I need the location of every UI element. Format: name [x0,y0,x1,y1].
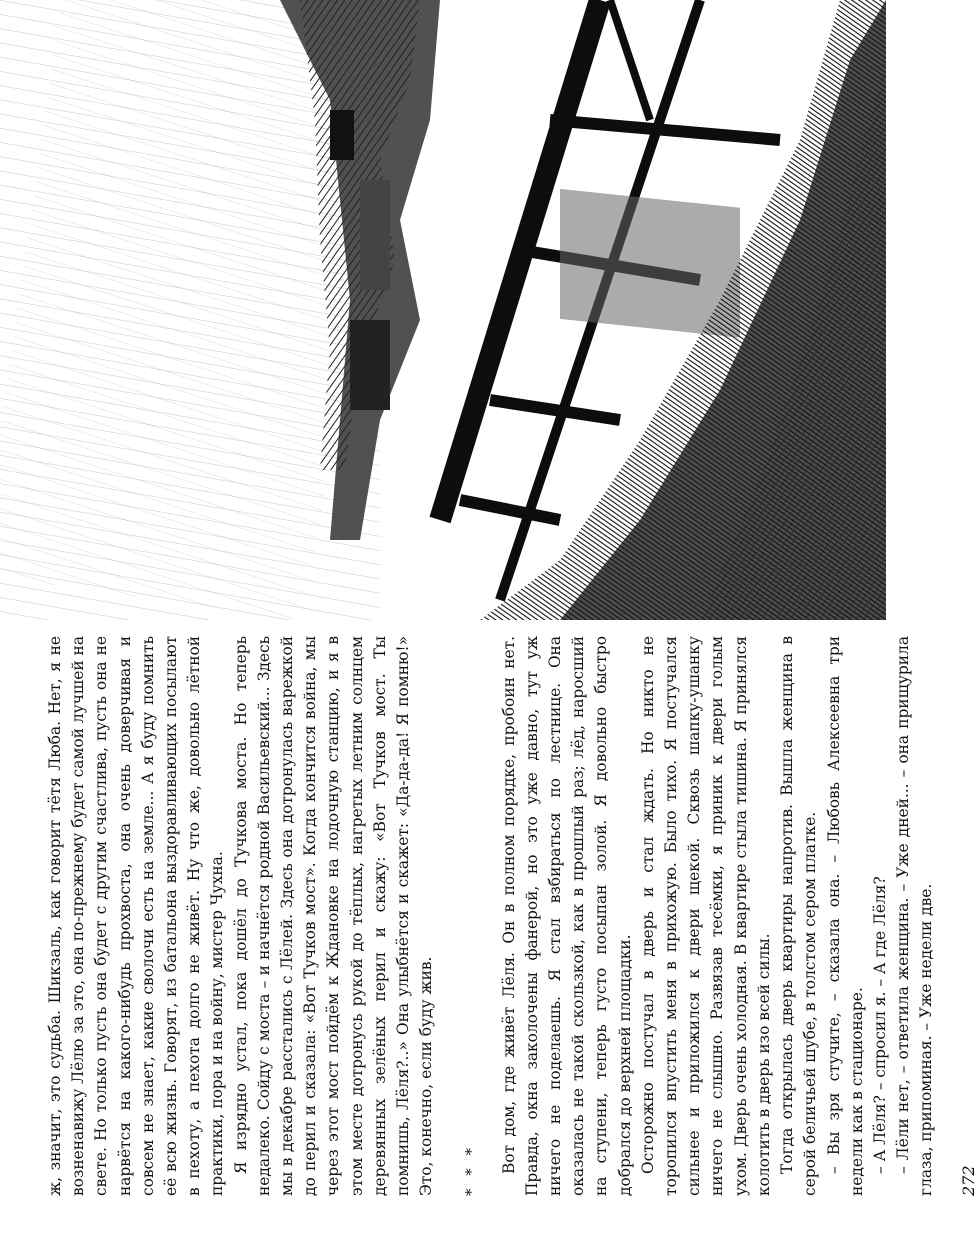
paragraph: – Вы зря стучите, – сказала она. – Любовь Алексеевна три недели как в стационаре. [824,636,866,1196]
bridge-illustration [0,0,886,640]
text-flow [44,636,980,1196]
paragraph: Осторожно постучал в дверь и стал ждать. Но никто не торопился впустить меня в прихожую. Было тихо. Я постучался сильнее и приложился к двери щекой. Сквозь шапку-ушанку ничего не слышно. Развязав тесёмки, я приник к двери голым ухом. Дверь очень холодная. В квартире стыла тишина. Я принялся колотить в дверь изо всей силы. [638,636,773,1196]
paragraph: – Лёли нет, – ответила женщина. – Уже дней... – она прищурила глаза, припоминая. – Уже недели две. [894,636,936,1196]
page-number: 272 [958,1165,978,1196]
paragraph: Я изрядно устал, пока дошёл до Тучкова моста. Но теперь недалеко. Сойду с моста – и начнётся родной Васильевский... Здесь мы в декабре расстались с Лёлей. Здесь она дотронулась варежкой до перил и сказала: «Вот Тучков мост». Когда кончится война, мы через этот мост пойдём к Ждановке на лодочную станцию, и я в этом месте дотронусь рукой до тёплых, нагретых летним солнцем деревянных зелёных перил и скажу: «Вот Тучков мост. Ты помнишь, Лёля?..» Она улыбнётся и скажет: «Да-да-да! Я помню!» Это, конечно, если буду жив. [231,636,436,1196]
paragraph: Тогда открылась дверь квартиры напротив. Вышла женщина в серой беличьей шубе, в толстом сером платке. [778,636,820,1196]
text-column [44,636,978,1196]
paragraph: Вот дом, где живёт Лёля. Он в полном порядке, пробоин нет. Правда, окна заколочены фанерой, но это уже давно, тут уж ничего не поделаешь. Я стал взбираться по лестнице. Она оказалась не такой скользкой, как в прошлый раз; лёд, наросший на ступени, теперь густо посыпан золой. Я довольно быстро добрался до верхней площадки. [499,636,634,1196]
paragraph: ж, значит, это судьба. Шикзаль, как говорит тётя Люба. Нет, я не возненавижу Лёлю за это, она по-прежнему будет самой лучшей на свете. Но только пусть она будет с другим счастлива, пусть она не нарвётся на какого-нибудь прохвоста, она очень доверчивая и совсем не знает, какие сволочи есть на земле... А я буду помнить её всю жизнь. Говорят, из батальона выздоравливающих посылают в пехоту, а пехота долго не живёт. Ну что же, довольно лётной практики, пора и на войну, мистер Чухна. [46,636,227,1196]
paragraph: – А Лёля? – спросил я. – А где Лёля? [870,876,889,1174]
section-separator: * * * [462,1143,481,1196]
